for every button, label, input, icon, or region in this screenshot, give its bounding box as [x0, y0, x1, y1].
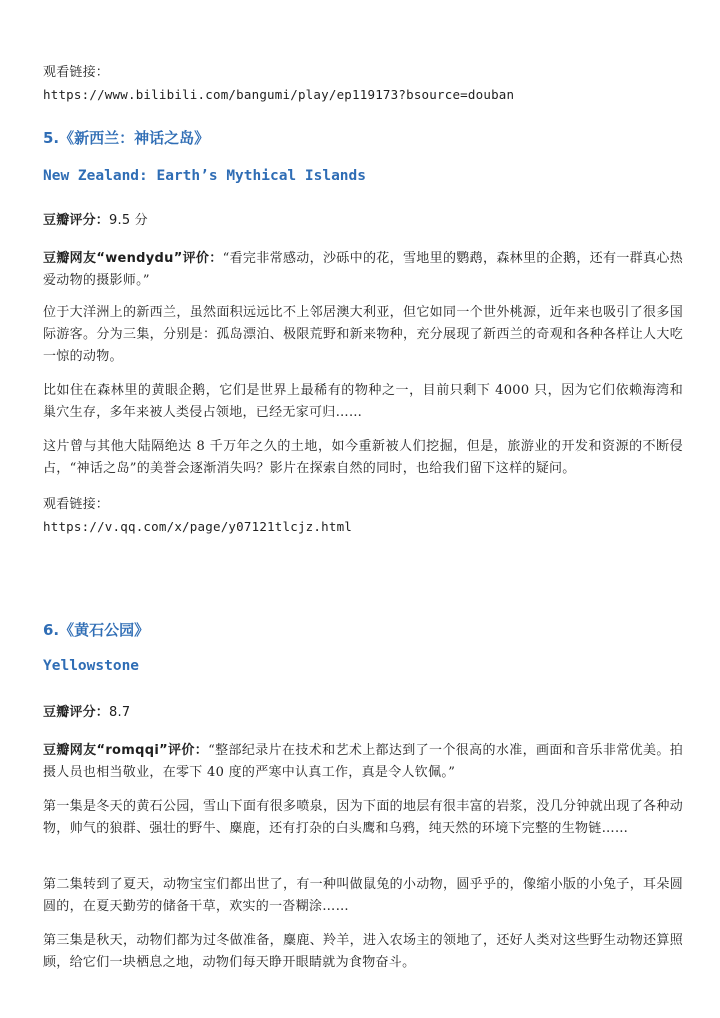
review-label: 豆瓣网友“romqqi”评价：: [43, 743, 209, 758]
review-text: “看完非常感动，沙砾中的花，雪地里的鹦鹉，森林里的企鹅，还有一群真心热爱动物的摄影师。”: [43, 251, 683, 288]
section6-paragraph-2: [43, 874, 683, 918]
paragraph: 第二集转到了夏天，动物宝宝们都出世了，有一种叫做鼠兔的小动物，圆乎乎的，像缩小版的小兔子，耳朵圆圆的，在夏天勤劳的储备干草，欢实的一沓糊涂……: [43, 877, 683, 914]
section6-heading: 6.《黄石公园》: [43, 621, 150, 639]
section4-link-block: [43, 62, 683, 106]
section6-review: [43, 740, 683, 784]
section5-link-block: [43, 494, 683, 538]
section6-subheading: Yellowstone: [43, 658, 140, 674]
section5-review: [43, 248, 683, 292]
section6-paragraph-1: [43, 796, 683, 840]
section5-paragraph-3: [43, 436, 683, 480]
section5-paragraph-2: [43, 380, 683, 424]
watch-link-label: 观看链接：: [43, 497, 110, 512]
section5-heading-block: [43, 126, 683, 150]
rating-value: 8.7: [109, 705, 131, 720]
section5-paragraph-1: [43, 302, 683, 368]
section6-heading-block: [43, 618, 683, 642]
paragraph: 第三集是秋天，动物们都为过冬做准备，麋鹿、羚羊，进入农场主的领地了，还好人类对这些野生动物还算照顾，给它们一块栖息之地，动物们每天睁开眼睛就为食物奋斗。: [43, 933, 683, 970]
paragraph: 位于大洋洲上的新西兰，虽然面积远远比不上邻居澳大利亚，但它如同一个世外桃源，近年来也吸引了很多国际游客。分为三集，分别是：孤岛漂泊、极限荒野和新来物种，充分展现了新西兰的奇观和各种各样让人大吃一惊的动物。: [43, 305, 683, 364]
section6-rating: [43, 702, 683, 724]
watch-link-label: 观看链接：: [43, 65, 110, 80]
section6-paragraph-3: [43, 930, 683, 974]
watch-link-url[interactable]: https://v.qq.com/x/page/y07121tlcjz.html: [43, 519, 353, 534]
section6-subheading-block: [43, 654, 683, 678]
paragraph: 第一集是冬天的黄石公园，雪山下面有很多喷泉，因为下面的地层有很丰富的岩浆，没几分钟就出现了各种动物，帅气的狼群、强壮的野牛、麋鹿，还有打杂的白头鹰和乌鸦，纯天然的环境下完整的生物链……: [43, 799, 683, 836]
section5-rating: [43, 210, 683, 232]
section5-heading: 5.《新西兰：神话之岛》: [43, 129, 210, 147]
rating-label: 豆瓣评分：: [43, 705, 110, 720]
section5-subheading-block: [43, 164, 683, 188]
watch-link-url[interactable]: https://www.bilibili.com/bangumi/play/ep119173?bsource=douban: [43, 87, 515, 102]
review-text: “整部纪录片在技术和艺术上都达到了一个很高的水准，画面和音乐非常优美。拍摄人员也相当敬业，在零下 40 度的严寒中认真工作，真是令人钦佩。”: [43, 743, 683, 780]
rating-value: 9.5 分: [109, 213, 148, 228]
section5-subheading: New Zealand: Earth’s Mythical Islands: [43, 168, 367, 184]
paragraph: 比如住在森林里的黄眼企鹅，它们是世界上最稀有的物种之一，目前只剩下 4000 只，因为它们依赖海湾和巢穴生存，多年来被人类侵占领地，已经无家可归……: [43, 383, 683, 420]
paragraph: 这片曾与其他大陆隔绝达 8 千万年之久的土地，如今重新被人们挖掘，但是，旅游业的开发和资源的不断侵占，“神话之岛”的美誉会逐渐消失吗？影片在探索自然的同时，也给我们留下这样的疑问。: [43, 439, 683, 476]
review-label: 豆瓣网友“wendydu”评价：: [43, 251, 223, 266]
rating-label: 豆瓣评分：: [43, 213, 110, 228]
